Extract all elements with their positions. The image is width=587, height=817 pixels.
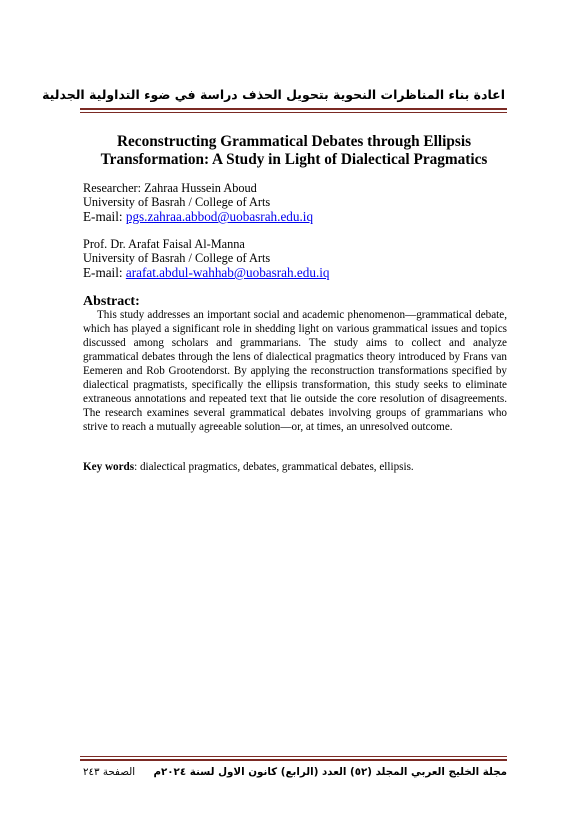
header-rule-thick: [80, 108, 507, 110]
keywords-text: : dialectical pragmatics, debates, grammatical debates, ellipsis.: [134, 461, 414, 473]
footer-rule-thin: [80, 756, 507, 757]
author-email-link[interactable]: arafat.abdul-wahhab@uobasrah.edu.iq: [125, 265, 330, 280]
paper-title: Reconstructing Grammatical Debates through Ellipsis Transformation: A Study in Light of Dialectical Pragmatics: [100, 133, 488, 168]
author-email-line: [83, 265, 507, 280]
author-email-line: [83, 209, 507, 224]
author-email-link[interactable]: pgs.zahraa.abbod@uobasrah.edu.iq: [125, 209, 314, 224]
author-affiliation: University of Basrah / College of Arts: [83, 251, 271, 265]
keywords-label: Key words: [83, 461, 135, 473]
keywords-line: [83, 460, 507, 474]
email-label: E-mail:: [83, 209, 126, 224]
running-header-title: اعادة بناء المناظرات النحوية بتحويل الحذف دراسة في ضوء التداولية الجدلية: [42, 87, 505, 102]
footer-page-number: الصفحة ٢٤٣: [83, 766, 136, 778]
email-label: E-mail:: [83, 265, 126, 280]
author-name: Prof. Dr. Arafat Faisal Al-Manna: [83, 237, 245, 251]
author-block-1: [83, 181, 507, 224]
header-rule-thin: [80, 112, 507, 113]
abstract-heading: Abstract:: [83, 294, 140, 309]
footer-journal-info: مجلة الخليج العربي المجلد (٥٢) العدد (الرابع) كانون الاول لسنة ٢٠٢٤م: [153, 766, 507, 778]
author-name: Researcher: Zahraa Hussein Aboud: [83, 181, 257, 195]
footer-rule-thick: [80, 759, 507, 761]
author-affiliation: University of Basrah / College of Arts: [83, 195, 271, 209]
abstract-body: This study addresses an important social and academic phenomenon—grammatical debate, which has played a significant role in shedding light on various grammatical issues and topics discussed among scholars and grammarians. The study aims to collect and analyze grammatical debates through the lens of dialectical pragmatics theory introduced by Frans van Eemeren and Rob Grootendorst. By applying the reconstruction transformations specified by dialectical pragmatists, specifically the ellipsis transformation, this study seeks to eliminate extraneous annotations and repeated text that lie outside the core resolution of disagreements. The research examines several grammatical debates involving groups of grammarians who strive to reach a mutually agreeable solution—or, at times, an unresolved outcome.: [83, 309, 507, 434]
author-block-2: [83, 237, 507, 280]
